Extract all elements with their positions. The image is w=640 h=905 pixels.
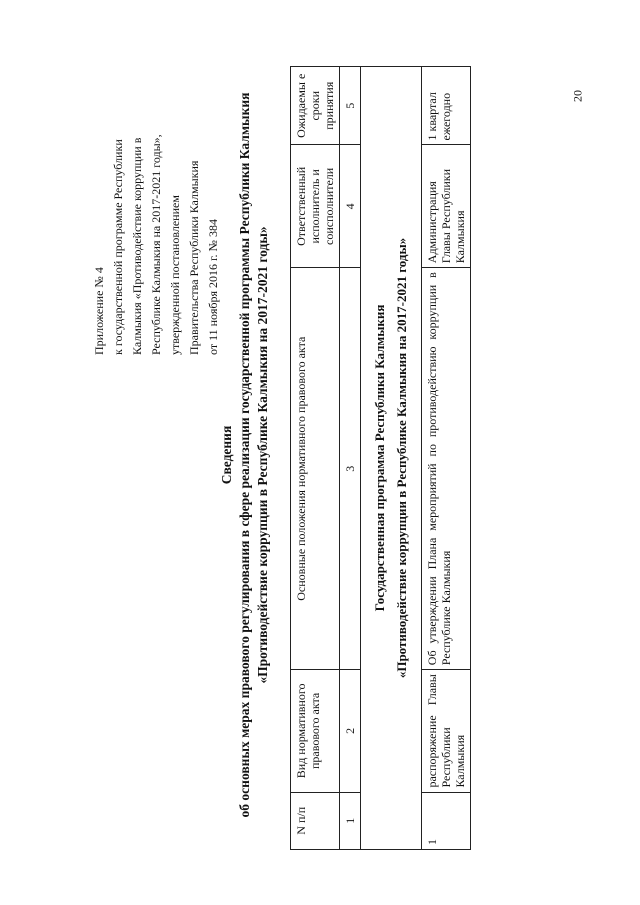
page-number: 20 xyxy=(570,90,585,102)
header-cell: Ожидаемы е сроки принятия xyxy=(291,67,340,145)
row-number-cell: 1 xyxy=(422,792,471,849)
header-cell: Вид нормативного правового акта xyxy=(291,670,340,792)
measures-table xyxy=(290,66,471,850)
section-title: Государственная программа Республики Калмыкия xyxy=(372,304,387,612)
responsible-cell: Администрация Главы Республики Калмыкия xyxy=(422,145,471,268)
section-program-name: «Противодействие коррупции в Республике Калмыкия на 2017-2021 годы» xyxy=(394,237,409,679)
table-header-row xyxy=(291,67,340,850)
appendix-line: Приложение № 4 xyxy=(92,267,106,355)
appendix-line: Калмыкия «Противодействие коррупции в xyxy=(130,137,144,355)
section-cell xyxy=(361,67,422,850)
heading-subtitle: об основных мерах правового регулирования в сфере реализации государственной программы Республики Калмыкия xyxy=(237,92,252,818)
column-number-cell: 3 xyxy=(340,268,361,670)
act-type-cell: распоряжение Главы Республики Калмыкия xyxy=(422,670,471,792)
table-row xyxy=(422,67,471,850)
deadline-cell: 1 квартал ежегодно xyxy=(422,67,471,145)
column-number-cell: 2 xyxy=(340,670,361,792)
appendix-block xyxy=(90,95,223,355)
header-cell: Ответственный исполнитель и соисполнители xyxy=(291,145,340,268)
header-cell: Основные положения нормативного правового акта xyxy=(291,268,340,670)
document-heading xyxy=(218,65,272,845)
column-number-cell: 5 xyxy=(340,67,361,145)
appendix-line: Правительства Республики Калмыкия xyxy=(187,160,201,355)
column-number-cell: 1 xyxy=(340,792,361,849)
appendix-line: к государственной программе Республики xyxy=(111,139,125,355)
heading-title: Сведения xyxy=(219,425,234,485)
header-cell: N п/п xyxy=(291,792,340,849)
appendix-line: от 11 ноября 2016 г. № 384 xyxy=(206,219,220,355)
column-number-cell: 4 xyxy=(340,145,361,268)
heading-program-name: «Противодействие коррупции в Республике Калмыкия на 2017-2021 годы» xyxy=(255,226,270,684)
section-row xyxy=(361,67,422,850)
appendix-line: Республике Калмыкия на 2017-2021 годы», xyxy=(149,134,163,355)
appendix-line: утвержденной постановлением xyxy=(168,195,182,355)
provisions-cell: Об утверждении Плана мероприятий по противодействию коррупции в Республике Калмыкия xyxy=(422,268,471,670)
column-number-row xyxy=(340,67,361,850)
